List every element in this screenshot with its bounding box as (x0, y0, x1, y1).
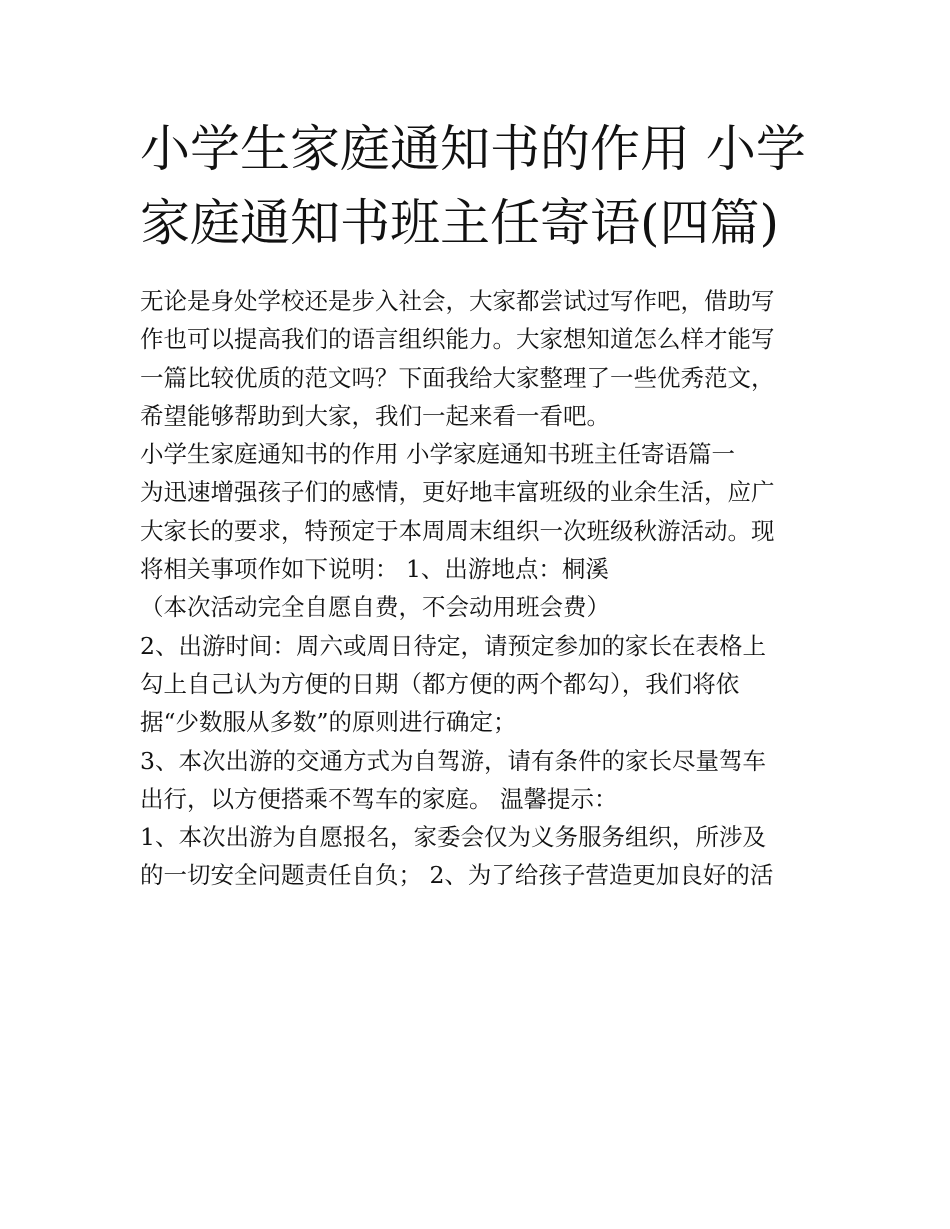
title-line: 家庭通知书班主任寄语(四篇) (140, 194, 780, 252)
body-line: 的一切安全问题责任自负； 2、为了给孩子营造更加良好的活 (140, 861, 774, 890)
title-line: 小学生家庭通知书的作用 小学 (140, 120, 806, 178)
body-line: 将相关事项作如下说明： 1、出游地点：桐溪 (140, 555, 609, 584)
body-line: 1、本次出游为自愿报名，家委会仅为义务服务组织，所涉及 (140, 823, 766, 852)
body-line: 出行，以方便搭乘不驾车的家庭。 温馨提示： (140, 784, 618, 813)
body-line: 大家长的要求，特预定于本周周末组织一次班级秋游活动。现 (140, 516, 775, 545)
body-line: （本次活动完全自愿自费，不会动用班会费） (140, 593, 610, 622)
document-title (140, 112, 830, 260)
body-line: 据“少数服从多数”的原则进行确定； (140, 708, 517, 737)
body-line: 3、本次出游的交通方式为自驾游，请有条件的家长尽量驾车 (140, 746, 766, 775)
body-line: 勾上自己认为方便的日期（都方便的两个都勾），我们将依 (140, 669, 740, 698)
body-line: 2、出游时间：周六或周日待定，请预定参加的家长在表格上 (140, 631, 766, 660)
body-line: 作也可以提高我们的语言组织能力。大家想知道怎么样才能写 (140, 325, 775, 354)
body-line: 无论是身处学校还是步入社会，大家都尝试过写作吧，借助写 (140, 287, 775, 315)
body-line: 为迅速增强孩子们的感情，更好地丰富班级的业余生活，应广 (140, 478, 775, 507)
body-line: 一篇比较优质的范文吗？下面我给大家整理了一些优秀范文， (140, 363, 775, 392)
body-line: 希望能够帮助到大家，我们一起来看一看吧。 (140, 401, 610, 430)
section-heading: 小学生家庭通知书的作用 小学家庭通知书班主任寄语篇一 (140, 440, 735, 469)
document-body (140, 282, 840, 895)
